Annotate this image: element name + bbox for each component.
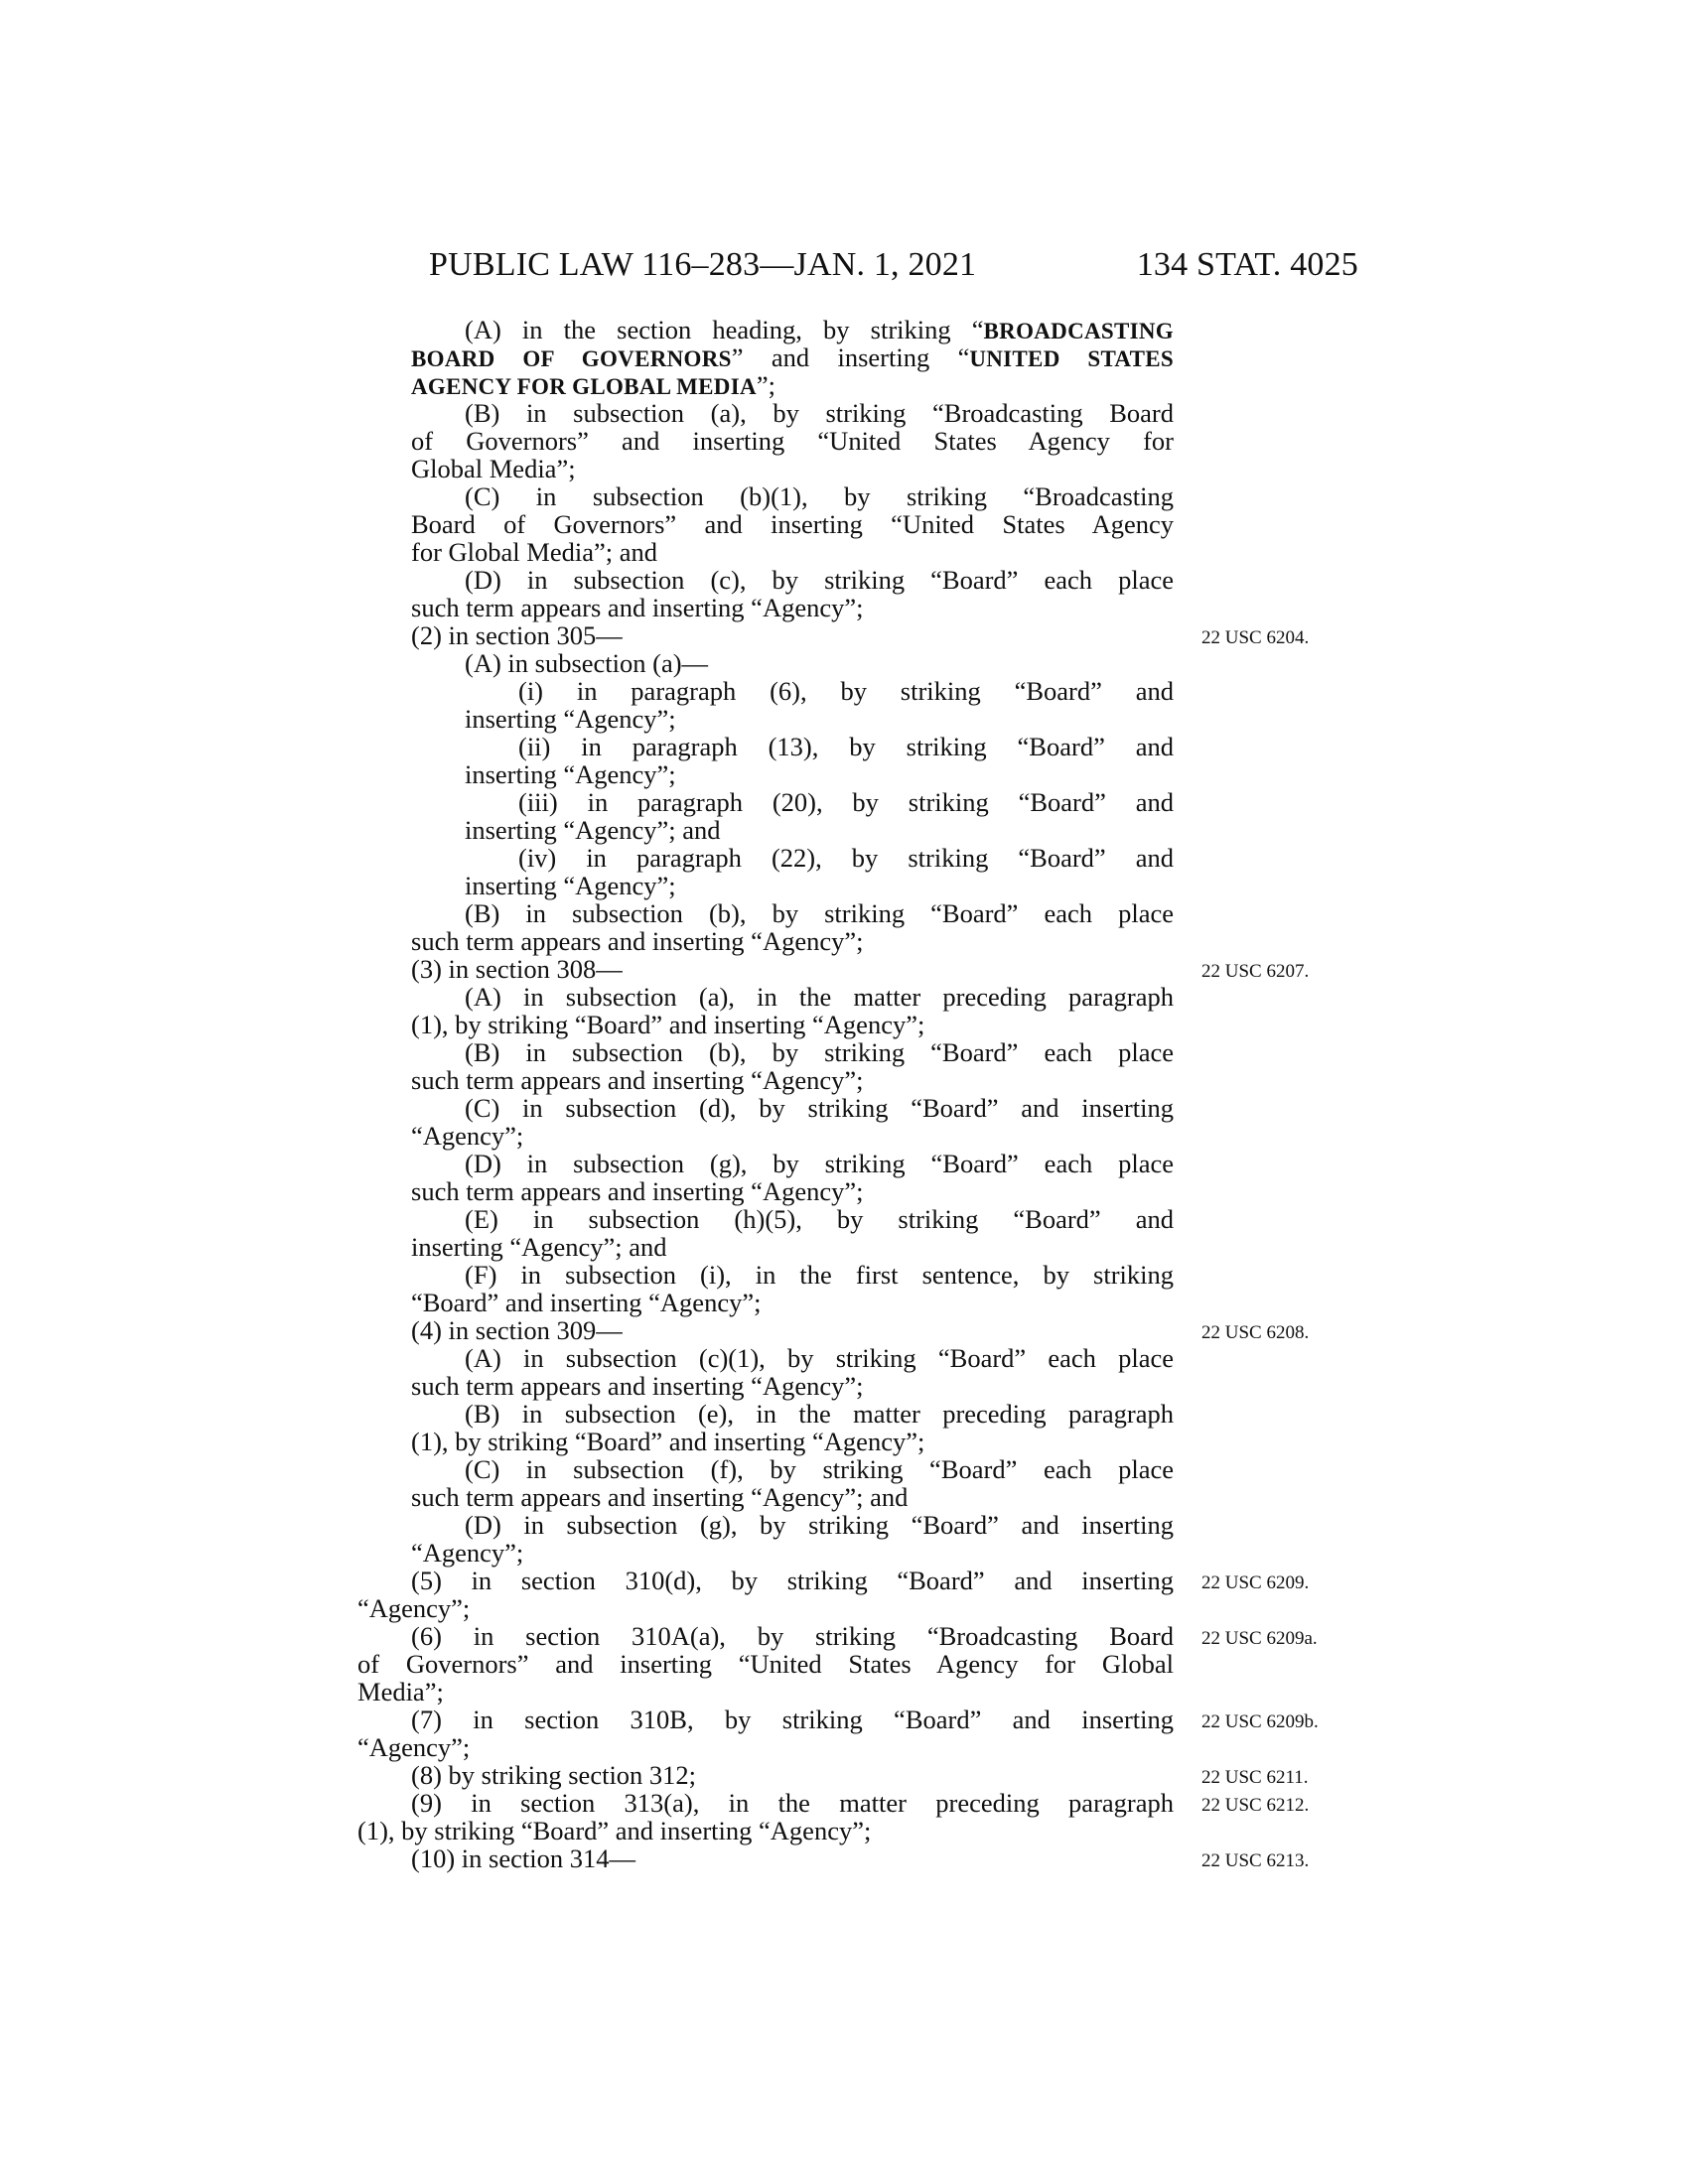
text-line: inserting “Agency”; and	[411, 1232, 667, 1262]
text-line: BOARD OF GOVERNORS” and inserting “UNITED STATES	[411, 342, 1174, 372]
margin-note: 22 USC 6208.	[1201, 1322, 1310, 1343]
margin-note: 22 USC 6209a.	[1201, 1628, 1318, 1649]
text-line: such term appears and inserting “Agency”; and	[411, 1482, 909, 1512]
text-line: “Agency”;	[357, 1593, 471, 1623]
text-line: (1), by striking “Board” and inserting “Agency”;	[411, 1427, 925, 1456]
text-line: (i) in paragraph (6), by striking “Board” and	[518, 676, 1174, 706]
text-line: (A) in subsection (c)(1), by striking “Board” each place	[465, 1343, 1174, 1373]
text-line: (2) in section 305—	[411, 620, 623, 650]
text-line: AGENCY FOR GLOBAL MEDIA”;	[411, 370, 776, 400]
text-line: inserting “Agency”; and	[465, 815, 721, 845]
margin-note: 22 USC 6212.	[1201, 1795, 1310, 1816]
text-line: (5) in section 310(d), by striking “Board” and inserting	[411, 1566, 1174, 1595]
text-line: (B) in subsection (b), by striking “Board” each place	[465, 898, 1174, 928]
text-line: “Agency”;	[411, 1121, 524, 1151]
text-line: (iii) in paragraph (20), by striking “Board” and	[518, 787, 1174, 817]
text-line: (1), by striking “Board” and inserting “Agency”;	[357, 1816, 872, 1845]
text-line: (iv) in paragraph (22), by striking “Board” and	[518, 843, 1174, 873]
text-line: (1), by striking “Board” and inserting “Agency”;	[411, 1010, 925, 1039]
text-line: (D) in subsection (g), by striking “Board” and inserting	[465, 1510, 1174, 1540]
text-line: such term appears and inserting “Agency”;	[411, 926, 864, 956]
page-header	[429, 246, 1358, 290]
text-line: (E) in subsection (h)(5), by striking “Board” and	[465, 1204, 1174, 1234]
text-line: (C) in subsection (f), by striking “Board” each place	[465, 1454, 1174, 1484]
text-line: (10) in section 314—	[411, 1843, 635, 1873]
text-line: for Global Media”; and	[411, 537, 657, 567]
margin-note: 22 USC 6207.	[1201, 961, 1310, 982]
margin-note: 22 USC 6211.	[1201, 1767, 1309, 1788]
text-line: inserting “Agency”;	[465, 759, 676, 789]
header-law-citation: PUBLIC LAW 116–283—JAN. 1, 2021	[429, 246, 977, 283]
text-line: “Agency”;	[411, 1538, 524, 1568]
text-line: (A) in subsection (a), in the matter preceding paragraph	[465, 982, 1174, 1012]
text-line: (7) in section 310B, by striking “Board” and inserting	[411, 1705, 1174, 1734]
margin-note: 22 USC 6204.	[1201, 627, 1310, 648]
text-line: (B) in subsection (b), by striking “Board” each place	[465, 1037, 1174, 1067]
margin-note: 22 USC 6209b.	[1201, 1711, 1319, 1732]
text-line: inserting “Agency”;	[465, 704, 676, 734]
text-line: Media”;	[357, 1677, 444, 1706]
text-line: (F) in subsection (i), in the first sentence, by striking	[465, 1260, 1174, 1290]
text-line: of Governors” and inserting “United States Agency for	[411, 426, 1174, 456]
text-line: (C) in subsection (d), by striking “Board” and inserting	[465, 1093, 1174, 1123]
text-line: (4) in section 309—	[411, 1315, 623, 1345]
text-line: Board of Governors” and inserting “United States Agency	[411, 509, 1174, 539]
text-line: inserting “Agency”;	[465, 871, 676, 900]
text-line: “Agency”;	[357, 1732, 471, 1762]
header-stat-page: 134 STAT. 4025	[1136, 246, 1358, 283]
text-line: (B) in subsection (a), by striking “Broadcasting Board	[465, 398, 1174, 428]
margin-note: 22 USC 6213.	[1201, 1850, 1310, 1871]
text-line: (8) by striking section 312;	[411, 1760, 697, 1790]
text-line: (ii) in paragraph (13), by striking “Board” and	[518, 732, 1174, 761]
margin-note: 22 USC 6209.	[1201, 1572, 1310, 1593]
text-line: such term appears and inserting “Agency”;	[411, 1065, 864, 1095]
text-line: such term appears and inserting “Agency”;	[411, 593, 864, 622]
text-line: (6) in section 310A(a), by striking “Broadcasting Board	[411, 1621, 1174, 1651]
text-line: of Governors” and inserting “United States Agency for Global	[357, 1649, 1174, 1679]
text-line: (9) in section 313(a), in the matter preceding paragraph	[411, 1788, 1174, 1818]
text-line: “Board” and inserting “Agency”;	[411, 1288, 762, 1317]
text-line: (C) in subsection (b)(1), by striking “Broadcasting	[465, 481, 1174, 511]
text-line: (D) in subsection (g), by striking “Board” each place	[465, 1149, 1174, 1178]
text-line: (D) in subsection (c), by striking “Board” each place	[465, 565, 1174, 595]
text-line: (A) in the section heading, by striking “BROADCASTING	[465, 315, 1174, 344]
text-line: (B) in subsection (e), in the matter preceding paragraph	[465, 1399, 1174, 1429]
text-line: Global Media”;	[411, 454, 576, 483]
text-line: such term appears and inserting “Agency”;	[411, 1371, 864, 1401]
text-line: (A) in subsection (a)—	[465, 648, 709, 678]
text-line: such term appears and inserting “Agency”;	[411, 1176, 864, 1206]
text-line: (3) in section 308—	[411, 954, 623, 984]
